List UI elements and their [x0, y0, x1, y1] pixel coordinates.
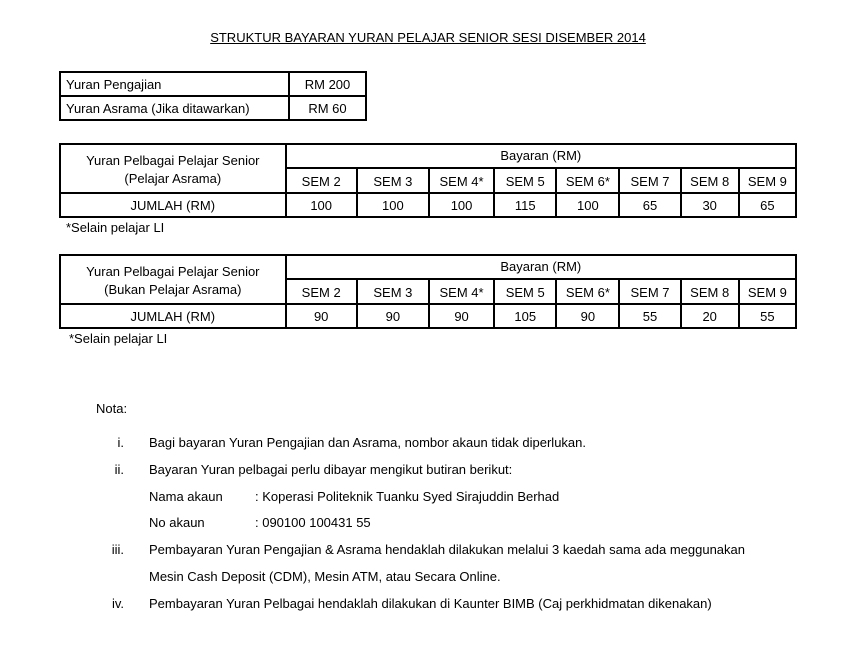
account-number-row	[149, 515, 371, 530]
footnote: *Selain pelajar LI	[69, 331, 168, 346]
table-header-label	[60, 144, 286, 193]
payment-table-hostel	[59, 143, 797, 218]
note-text: Bayaran Yuran pelbagai perlu dibayar mengikut butiran berikut:	[149, 462, 513, 477]
notes-title: Nota:	[96, 401, 128, 416]
fee-value: RM 60	[289, 96, 366, 120]
amount-cell: 90	[286, 304, 357, 328]
amount-cell: 105	[494, 304, 556, 328]
amount-cell: 90	[429, 304, 494, 328]
header-line2: (Bukan Pelajar Asrama)	[104, 281, 242, 297]
amount-cell: 20	[681, 304, 739, 328]
fee-value: RM 200	[289, 72, 366, 96]
total-label: JUMLAH (RM)	[60, 304, 286, 328]
header-line2: (Pelajar Asrama)	[124, 170, 222, 186]
sem-header: SEM 2	[286, 168, 357, 193]
sem-header: SEM 9	[739, 168, 796, 193]
amount-cell: 65	[619, 193, 680, 217]
sem-header: SEM 7	[619, 279, 680, 304]
sem-header: SEM 6*	[556, 279, 619, 304]
amount-cell: 90	[556, 304, 619, 328]
payment-table-non-hostel	[59, 254, 797, 329]
sem-header: SEM 4*	[429, 168, 494, 193]
amount-cell: 100	[429, 193, 494, 217]
note-number: i.	[117, 435, 124, 450]
account-name-label: Nama akaun	[149, 489, 223, 504]
amount-cell: 90	[357, 304, 429, 328]
note-text: Pembayaran Yuran Pengajian & Asrama hendaklah dilakukan melalui 3 kaedah sama ada meggunakan	[149, 542, 745, 557]
sem-header: SEM 7	[619, 168, 680, 193]
fee-label: Yuran Asrama (Jika ditawarkan)	[60, 96, 289, 120]
note-text: Mesin Cash Deposit (CDM), Mesin ATM, atau Secara Online.	[149, 569, 501, 584]
amount-cell: 55	[739, 304, 796, 328]
sem-header: SEM 9	[739, 279, 796, 304]
account-number-label: No akaun	[149, 515, 205, 530]
note-text: Pembayaran Yuran Pelbagai hendaklah dilakukan di Kaunter BIMB (Caj perkhidmatan dikenakan)	[149, 596, 712, 611]
amount-cell: 100	[556, 193, 619, 217]
bayaran-header: Bayaran (RM)	[286, 255, 796, 279]
total-label: JUMLAH (RM)	[60, 193, 286, 217]
bayaran-header: Bayaran (RM)	[286, 144, 796, 168]
account-name-value: : Koperasi Politeknik Tuanku Syed Sirajuddin Berhad	[255, 489, 560, 504]
sem-header: SEM 3	[357, 279, 429, 304]
amount-cell: 100	[286, 193, 357, 217]
note-text: Bagi bayaran Yuran Pengajian dan Asrama, nombor akaun tidak diperlukan.	[149, 435, 586, 450]
header-line1: Yuran Pelbagai Pelajar Senior	[86, 152, 260, 168]
table-row	[60, 304, 796, 328]
account-number-value: : 090100 100431 55	[255, 515, 371, 530]
document-title: STRUKTUR BAYARAN YURAN PELAJAR SENIOR SESI DISEMBER 2014	[210, 30, 646, 45]
sem-header: SEM 5	[494, 279, 556, 304]
amount-cell: 55	[619, 304, 680, 328]
note-number: ii.	[114, 462, 124, 477]
sem-header: SEM 6*	[556, 168, 619, 193]
account-name-row	[149, 489, 559, 504]
amount-cell: 65	[739, 193, 796, 217]
sem-header: SEM 5	[494, 168, 556, 193]
header-line1: Yuran Pelbagai Pelajar Senior	[86, 263, 260, 279]
amount-cell: 100	[357, 193, 429, 217]
table-row	[60, 72, 366, 96]
note-number: iv.	[111, 596, 124, 611]
footnote: *Selain pelajar LI	[66, 220, 165, 235]
fee-label: Yuran Pengajian	[60, 72, 289, 96]
sem-header: SEM 3	[357, 168, 429, 193]
amount-cell: 30	[681, 193, 739, 217]
sem-header: SEM 8	[681, 279, 739, 304]
table-row	[60, 193, 796, 217]
sem-header: SEM 8	[681, 168, 739, 193]
note-number: iii.	[111, 542, 124, 557]
amount-cell: 115	[494, 193, 556, 217]
sem-header: SEM 2	[286, 279, 357, 304]
table-row	[60, 96, 366, 120]
fees-table	[59, 71, 367, 121]
sem-header: SEM 4*	[429, 279, 494, 304]
table-header-label	[60, 255, 286, 304]
